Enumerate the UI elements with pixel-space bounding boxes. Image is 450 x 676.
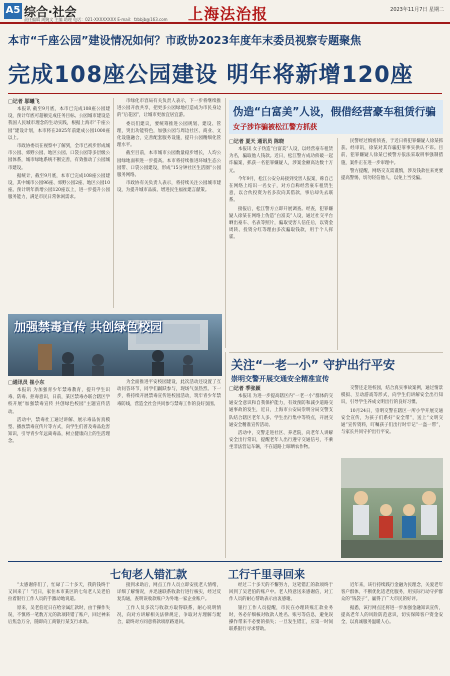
bottom-para: “太感谢你们了，忙碌了二十多天，我的钱终于又回来了！”近日，家住本市某区的七旬老人吴老伯拉着银行工作人员的手激动地说道。	[8, 583, 110, 603]
bottom-title-1: 七旬老人错汇款	[110, 568, 187, 581]
column-divider	[337, 138, 338, 350]
photo-caption: 加强禁毒宣传 共创绿色校园	[14, 320, 163, 334]
bottom-para: 接到求助后，网点工作人员立即安抚老人情绪，详细了解情况，并迅速联系收款行进行核实，经过反复沟通，查明误收款账户为外地一家企业账户。	[117, 583, 221, 603]
lead-col-1	[8, 98, 110, 308]
anti-drug-photo	[8, 314, 222, 376]
story2-byline: □记者 夏天 通讯员 陈晓	[229, 139, 284, 145]
headline-rule	[8, 93, 442, 94]
lead-para: 市政协有关负责人表示，将持续关注公园城市建设，为提升城市品质、增进民生福祉建言献策。	[117, 181, 221, 194]
page-number: A5	[4, 3, 22, 19]
story2-subtitle: 女子涉诈骗被松江警方抓获	[233, 123, 317, 131]
lead-para: 市绿化市容局有关负责人表示，下一步将继续推进公园开放共享，把更多公园绿地打造成为市民身边的“后花园”，让城市更加宜居宜游。	[117, 99, 221, 119]
story3-byline: □记者 季张颖	[229, 386, 261, 392]
lead-kicker: 本市“千座公园”建设情况如何？市政协2023年度年末委员视察专题聚焦	[8, 34, 362, 47]
story2-col-2	[341, 138, 443, 350]
bottom-col-1	[8, 582, 110, 672]
story2-title: 伪造“白富美”人设，假借经营豪车租赁行骗	[233, 106, 436, 118]
lead-para: 市政协委员在视察中了解到，全市已初步形成城市公园、郊野公园、地区公园、口袋公园等多层级公园体系，城市绿地系统不断完善，有效推动了公园城市建设。	[8, 144, 110, 171]
photo-story-para: 本报讯 为加强青少年禁毒教育，提升学生识毒、防毒、拒毒意识，日前，某区禁毒办联合辖区学校开展“加强禁毒宣传 共创绿色校园”主题宣传活动。	[8, 388, 110, 415]
column-divider	[225, 98, 226, 348]
photo-story-para: 活动中，禁毒社工通过讲解、展示毒品仿真模型、播放禁毒宣传片等方式，向学生们普及毒品危害知识，引导青少年远离毒品，树立健康向上的生活理念。	[8, 417, 110, 445]
story2-para: 今年9月，松江公安分局接到受害人报案，称自己在网络上结识一名女子，对方自称经营豪车租赁生意，以合伙投资为名多次向其借款，事后却失去联系。	[229, 176, 333, 204]
photo-story-col-2	[117, 379, 221, 554]
lead-col-2	[117, 98, 221, 308]
story2-para: 本报讯 女子伪造“白富美”人设，以经营豪车租赁为名，骗取他人钱款。近日，松江警方成功侦破一起诈骗案，抓获一名犯罪嫌疑人，涉案金额高达数十万元。	[229, 147, 333, 174]
lead-para: 委员们建议，要统筹推进公园规划、建设、管理，突出功能特色，加强公园与周边社区、商业、文化设施融合，完善配套服务设施，提升公园精细化管理水平。	[117, 121, 221, 149]
section-divider	[229, 352, 443, 353]
bottom-col-4	[341, 582, 443, 672]
story3-para: 交警还走进校园，结合真实事故案例，通过情景模拟、互动游戏等形式，向学生们讲解安全出行知识，引导学生养成文明出行的良好习惯。	[341, 386, 443, 406]
story3-col-1	[229, 385, 333, 557]
lead-para: 本报讯 截至9月底，本市已完成108座公园建设，预计年底可超额完成任务目标。公园城市建设是我国人民城市理念的生动实践，根据上海市“千座公园”建设计划，本市将在2025年前建成公园1000座以上。	[8, 107, 110, 141]
photo-story-para: 为全面推进平安校园建设，此次活动还设置了互动问答环节，同学们踊跃参与，现场气氛热烈。下一步，将持续开展禁毒宣传进校园活动，筑牢青少年禁毒防线，营造全社会共同参与禁毒工作的良好氛围。	[117, 380, 221, 407]
lead-headline: 完成108座公园建设 明年将新增120座	[8, 63, 414, 88]
bottom-para: 银行工作人员提醒，市民在办理转账汇款业务时，务必仔细核对收款人姓名、账号等信息，避免误操作带来不必要的损失；一旦发生错汇，应第一时间联系银行寻求帮助。	[229, 605, 333, 633]
bottom-title-2: 工行千里寻回来	[228, 568, 305, 581]
lead-para: 据统计，截至9月底，本市已完成108座公园建设，其中城市公园96座、郊野公园2座、地区公园10座。预计明年新增公园120座以上，进一步提升公园服务能力，满足市民日常休闲需求。	[8, 173, 110, 201]
story2-para: 民警经过缜密侦查，于近日将犯罪嫌疑人徐某抓获。经审讯，徐某对其诈骗犯罪事实供认不讳。目前，犯罪嫌疑人徐某已被警方依法采取刑事强制措施，案件正在进一步审理中。	[341, 139, 443, 166]
story2-col-1	[229, 138, 333, 350]
story3-para: 本报讯 为进一步提高辖区内“一老一小”群体的交通安全意识和自我保护能力，有效预防和减少道路交通事故的发生，近日，上海市公安局崇明分局交警支队结合辖区老年人多、学生出行集中等特点，开展交通安全精准宣传活动。	[229, 394, 333, 428]
masthead: 上海法治报	[188, 5, 269, 23]
bottom-col-2	[117, 582, 221, 672]
issue-date: 2023年11月7日 星期二	[390, 7, 444, 13]
story3-para: 10月24日，崇明交警在辖区一所小学开展交通安全宣传，为孩子们系好“安全带”，送上“文明交通”宣传资料，叮嘱孩子们出行时牢记“一盔一带”，与家长共同守护出行平安。	[341, 408, 443, 436]
section-title: 综合·社会	[24, 5, 77, 19]
editor-line: 责任编辑 周婉文 主编 助理 电话：021-XXXXXXXX E-mail：fzbbjb@163.com	[24, 17, 168, 22]
column-divider	[113, 98, 114, 308]
story3-title: 关注“一老一小” 守护出行平安	[231, 358, 395, 372]
bottom-para: 工作人员多次与收款方取得联系，耐心说明情况，向对方讲解相关法律规定，争取对方理解与配合，最终对方同意将款项原路退回。	[117, 605, 221, 626]
story3-subtitle: 崇明交警开展交通安全精准宣传	[231, 375, 329, 383]
column-divider	[225, 352, 226, 558]
story2-para: 警方提醒，网络交友需谨慎，涉及钱款往来更要提高警惕，切勿轻信他人，以免上当受骗。	[341, 168, 443, 182]
traffic-safety-photo	[341, 458, 443, 558]
bottom-band-rule	[8, 561, 442, 562]
story3-col-2	[341, 385, 443, 455]
officers-children-icon	[341, 458, 443, 558]
page-header	[0, 0, 450, 24]
story2-para: 接报后，松江警方立即开展调查。经查，犯罪嫌疑人徐某在网络上伪造“白富美”人设，通过社交平台晒出豪车、名表等照片，骗取受害人信任后，以资金周转、投资分红等理由多次骗取钱款，用于个人挥霍。	[229, 206, 333, 241]
story3-para: 活动中，交警走进社区、养老院，向老年人讲解安全出行常识，提醒老年人出行遵守交通信号，不乘坐非法营运车辆，不在道路上晾晒农作物。	[229, 431, 333, 451]
bottom-col-3	[229, 582, 333, 672]
lead-byline: □记者 邬曦飞	[8, 99, 40, 105]
bottom-para: 经过二十多天的不懈努力，这笔错汇的款项终于回到了吴老伯的账户中。老人特意送来感谢信，对工作人员的耐心帮助表示由衷感谢。	[229, 583, 333, 603]
bottom-para: 近年来，该行持续践行金融为民理念，关爱老年客户群体，不断优化适老化服务，用实际行动守护群众的“钱袋子”，赢得了广大市民的好评。	[341, 583, 443, 603]
bottom-para: 原来，吴老伯近日在给亲属汇款时，由于操作失误，不慎将一笔数万元的款项转错了账户，回过神来后焦急万分，随即向工商银行某支行求助。	[8, 605, 110, 626]
bottom-para: 据悉，该行网点还将进一步加强金融知识宣传，提高老年人的风险防范意识，切实保障客户资金安全，以真诚服务温暖人心。	[341, 605, 443, 626]
lead-para: 截至目前，本市城市公园数量稳步增长，人均公园绿地面积进一步提高。本市将持续推进环城生态公园带、口袋公园建设，形成“15分钟社区生活圈”公园服务网络。	[117, 151, 221, 179]
photo-story-byline: □通讯员 崔小东	[8, 380, 45, 386]
photo-story-col-1	[8, 379, 110, 554]
